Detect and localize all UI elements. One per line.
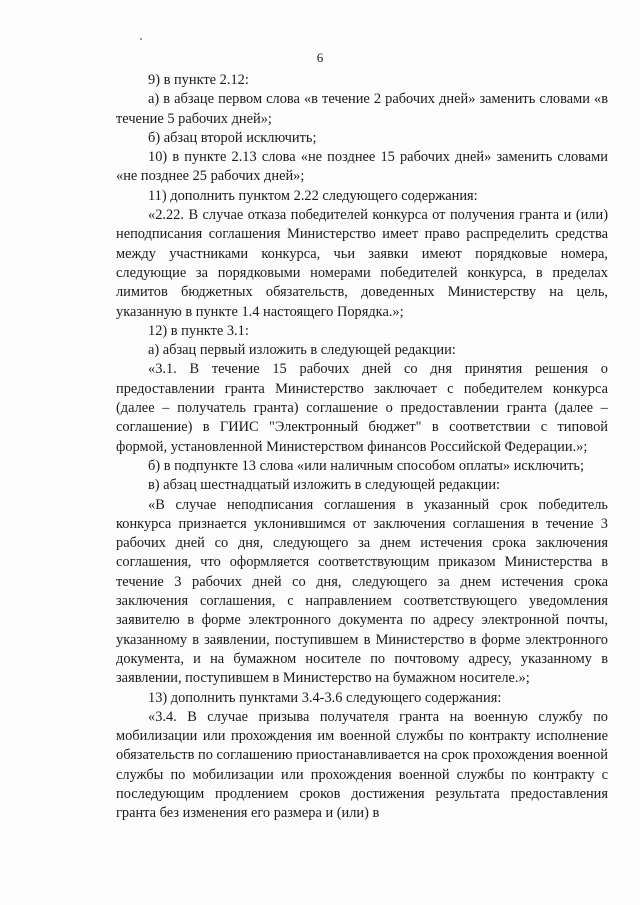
paragraph: «В случае неподписания соглашения в указанный срок победитель конкурса признается уклонившимся от заключения соглашения в течение 3 рабочих дней со дня, следующего за днем истечения срока заключения соглашения, что оформляется соответствующим приказом Министерства в течение 3 рабочих дней со дня, следующего за днем истечения срока заключения соглашения, с направлением соответствующего уведомления заявителю в форме электронного документа по адресу электронной почты, указанному в заявлении, поступившем в Министерство в форме электронного документа, и на бумажном носителе по почтовому адресу, указанному в заявлении, поступившем в Министерство на бумажном носителе.»;: [116, 496, 608, 687]
paragraph: «2.22. В случае отказа победителей конкурса от получения гранта и (или) неподписания соглашения Министерство имеет право распределить средства между участниками конкурса, чьи заявки имеют порядковые номера, следующие за порядковыми номерами победителей конкурса, в пределах лимитов бюджетных обязательств, доведенных Министерству на цель, указанную в пункте 1.4 настоящего Порядка.»;: [116, 207, 608, 320]
paragraph: в) абзац шестнадцатый изложить в следующей редакции:: [148, 477, 501, 494]
paragraph: б) абзац второй исключить;: [148, 129, 317, 146]
paragraph: а) абзац первый изложить в следующей редакции:: [148, 342, 456, 359]
paragraph: б) в подпункте 13 слова «или наличным способом оплаты» исключить;: [148, 457, 584, 474]
paragraph: 13) дополнить пунктами 3.4-3.6 следующего содержания:: [148, 689, 502, 706]
page-number: 6: [316, 50, 324, 65]
paragraph: 9) в пункте 2.12:: [148, 72, 249, 88]
paragraph: 10) в пункте 2.13 слова «не позднее 15 рабочих дней» заменить словами «не позднее 25 рабочих дней»;: [116, 149, 608, 185]
paragraph: 11) дополнить пунктом 2.22 следующего содержания:: [148, 187, 478, 204]
paragraph: «3.4. В случае призыва получателя гранта на военную службу по мобилизации или прохождения им военной службы по контракту исполнение обязательств по соглашению приостанавливается на срок прохождения военной службы по мобилизации или прохождения военной службы по контракту с последующим продлением сроков достижения результата предоставления гранта без изменения его размера и (или) в: [116, 708, 608, 822]
paragraph: 12) в пункте 3.1:: [148, 322, 249, 339]
paragraph: а) в абзаце первом слова «в течение 2 рабочих дней» заменить словами «в течение 5 рабочих дней»;: [116, 91, 608, 127]
document-body: [116, 71, 608, 824]
scan-speck: [140, 38, 142, 40]
paragraph: «3.1. В течение 15 рабочих дней со дня принятия решения о предоставлении гранта Министерство заключает с победителем конкурса (далее – получатель гранта) соглашение о предоставлении гранта (далее – соглашение) в ГИИС "Электронный бюджет" в соответствии с типовой формой, установленной Министерством финансов Российской Федерации.»;: [116, 361, 608, 455]
